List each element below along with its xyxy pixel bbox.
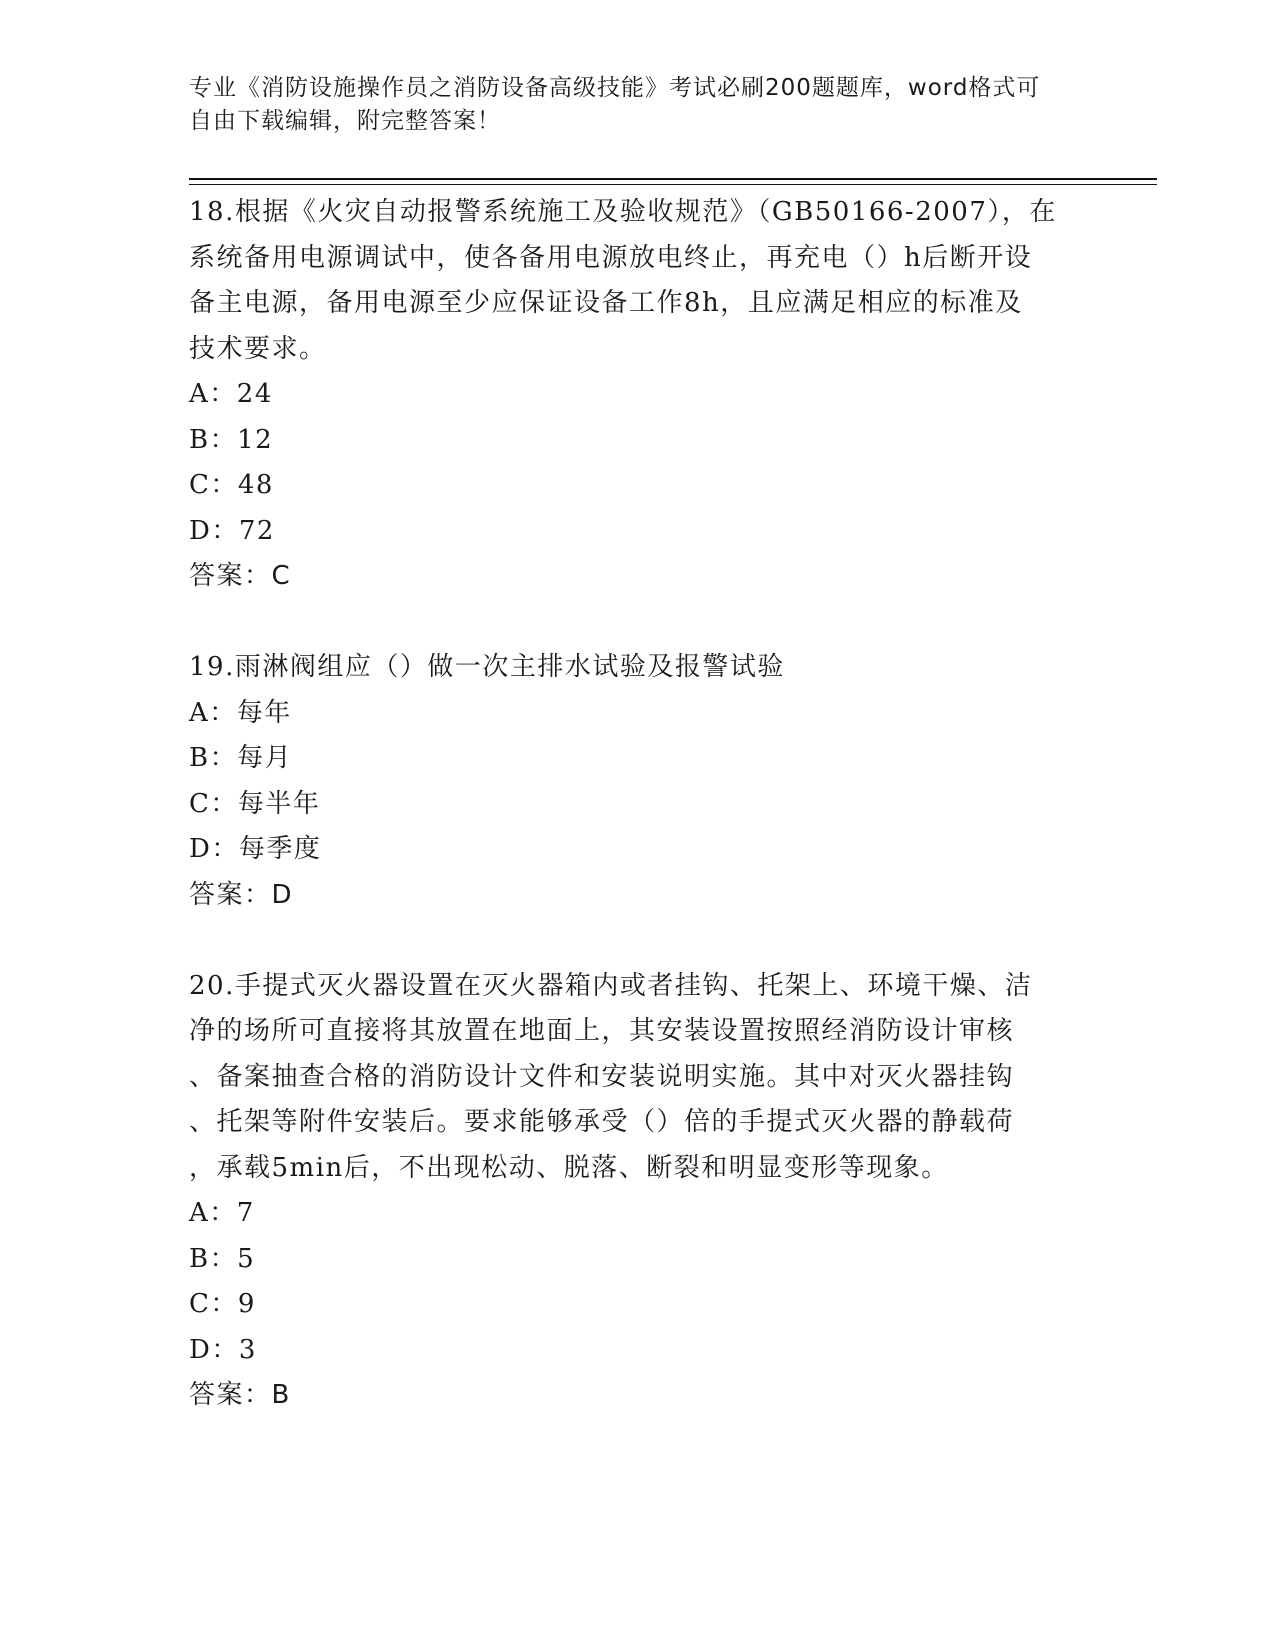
stem-line: 、托架等附件安装后。要求能够承受（）倍的手提式灭火器的静载荷 [189,1107,1015,1137]
stem-line: 备主电源，备用电源至少应保证设备工作8h，且应满足相应的标准及 [189,288,1023,318]
option-d: D：3 [189,1334,257,1365]
stem-line: 系统备用电源调试中，使各备用电源放电终止，再充电（）h后断开设 [189,242,1033,273]
answer-key: 答案：C [189,561,292,591]
stem-line: 20.手提式灭火器设置在灭火器箱内或者挂钩、托架上、环境干燥、洁 [189,970,1033,1001]
header-divider [189,178,1157,180]
answer-key: 答案：B [189,1380,291,1410]
stem-line: ，承载5min后，不出现松动、脱落、断裂和明显变形等现象。 [189,1152,949,1183]
option-a: A：7 [189,1198,255,1228]
question-19 [189,645,1089,918]
header-line: 专业《消防设施操作员之消防设备高级技能》考试必刷200题题库，word格式可 [189,75,1041,101]
option-c: C：9 [189,1289,256,1319]
document-header [189,72,1089,138]
question-stem [189,964,1089,1192]
option-a: A：24 [189,379,273,409]
option-d: D：每季度 [189,834,322,864]
option-b: B：每月 [189,743,293,773]
question-stem [189,190,1089,372]
stem-line: 18.根据《火灾自动报警系统施工及验收规范》（GB50166-2007），在 [189,197,1057,227]
option-b: B：12 [189,424,274,455]
question-stem [189,645,1089,691]
option-c: C：每半年 [189,788,321,819]
stem-line: 净的场所可直接将其放置在地面上，其安装设置按照经消防设计审核 [189,1016,1015,1046]
answer-key: 答案：D [189,879,294,910]
spacer [189,600,1089,646]
option-a: A：每年 [189,697,292,728]
stem-line: 19.雨淋阀组应（）做一次主排水试验及报警试验 [189,652,785,682]
stem-line: 技术要求。 [189,333,327,364]
option-c: C：48 [189,470,274,500]
header-divider-thin [189,184,1157,185]
stem-line: 、备案抽查合格的消防设计文件和安装说明实施。其中对灭火器挂钩 [189,1061,1015,1092]
question-list [189,190,1089,1419]
spacer [189,918,1089,964]
option-d: D：72 [189,515,275,546]
header-line: 自由下载编辑，附完整答案！ [189,108,501,134]
question-18 [189,190,1089,600]
option-b: B：5 [189,1243,256,1274]
question-20 [189,964,1089,1419]
